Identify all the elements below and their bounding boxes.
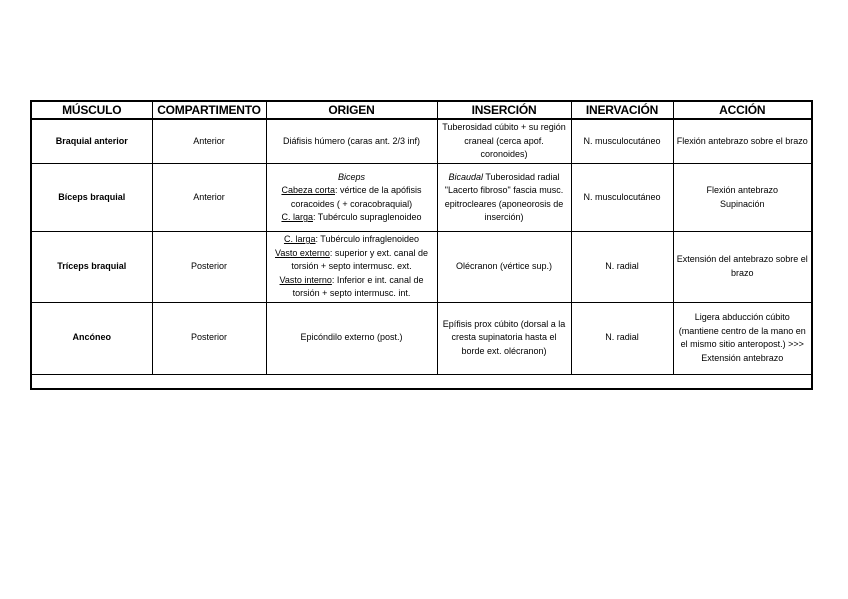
muscle-name: Braquial anterior: [31, 119, 152, 164]
header-compartimento: COMPARTIMENTO: [152, 101, 266, 119]
header-accion: ACCIÓN: [673, 101, 812, 119]
compartment-cell: Anterior: [152, 164, 266, 232]
table-row: [31, 164, 812, 232]
origin-long-head: [270, 233, 434, 247]
origin-long-head: [281, 212, 421, 222]
origin-vasto-interno: [270, 274, 434, 301]
origin-cell: [266, 232, 437, 303]
empty-row: [31, 374, 812, 389]
origin-cell: [266, 164, 437, 232]
table-row: [31, 302, 812, 374]
innervation-cell: N. radial: [571, 232, 673, 303]
compartment-cell: Posterior: [152, 232, 266, 303]
insertion-cell: Tuberosidad cúbito + su región craneal (cerca apof. coronoides): [437, 119, 571, 164]
origin-int-text: : Inferior e int. canal de torsión + septo intermusc. int.: [292, 274, 424, 298]
origin-short-head: [281, 185, 421, 209]
origin-long-label: C. larga: [281, 212, 313, 222]
action-line: Flexión antebrazo: [706, 185, 779, 195]
origin-ext-label: Vasto externo: [275, 247, 330, 258]
origin-long-label: C. larga: [283, 234, 316, 244]
insertion-label: Bicaudal: [448, 171, 483, 182]
muscle-table-sheet: [30, 100, 811, 390]
muscle-name: Ancóneo: [31, 302, 152, 374]
innervation-cell: N. radial: [571, 302, 673, 374]
empty-cell: [31, 374, 812, 389]
header-musculo: MÚSCULO: [31, 101, 152, 119]
origin-cell: Diáfisis húmero (caras ant. 2/3 inf): [266, 119, 437, 164]
header-insercion: INSERCIÓN: [437, 101, 571, 119]
innervation-cell: N. musculocutáneo: [571, 119, 673, 164]
origin-long-text: : Tubérculo supraglenoideo: [312, 212, 422, 222]
origin-int-label: Vasto interno: [279, 274, 332, 285]
header-inervacion: INERVACIÓN: [571, 101, 673, 119]
table-row: [31, 232, 812, 303]
header-row: [31, 101, 812, 119]
origin-ext-text: : superior y ext. canal de torsión + septo intermusc. ext.: [291, 247, 428, 271]
insertion-cell: Olécranon (vértice sup.): [437, 232, 571, 303]
origin-title: Biceps: [337, 171, 365, 182]
origin-short-text: : vértice de la apófisis coracoides ( + coracobraquial): [290, 185, 422, 209]
compartment-cell: Posterior: [152, 302, 266, 374]
muscle-table: [30, 100, 813, 390]
action-cell: Flexión antebrazo sobre el brazo: [673, 119, 812, 164]
muscle-name: Bíceps braquial: [31, 164, 152, 232]
insertion-cell: [437, 164, 571, 232]
origin-long-text: : Tubérculo infraglenoideo: [315, 234, 420, 244]
header-origen: ORIGEN: [266, 101, 437, 119]
action-cell: [673, 164, 812, 232]
origin-cell: Epicóndilo externo (post.): [266, 302, 437, 374]
origin-vasto-externo: [270, 247, 434, 274]
action-cell: Extensión del antebrazo sobre el brazo: [673, 232, 812, 303]
origin-short-label: Cabeza corta: [281, 185, 335, 195]
insertion-cell: Epífisis prox cúbito (dorsal a la cresta supinatoria hasta el borde ext. olécranon): [437, 302, 571, 374]
muscle-name: Tríceps braquial: [31, 232, 152, 303]
compartment-cell: Anterior: [152, 119, 266, 164]
action-line: Supinación: [719, 198, 765, 209]
action-cell: Ligera abducción cúbito (mantiene centro de la mano en el mismo sitio anteropost.) >>> Extensión antebrazo: [673, 302, 812, 374]
table-row: [31, 119, 812, 164]
innervation-cell: N. musculocutáneo: [571, 164, 673, 232]
insertion-text: Tuberosidad radial "Lacerto fibroso" fascia musc. epitrocleares (aponeorosis de inserción): [444, 171, 564, 222]
